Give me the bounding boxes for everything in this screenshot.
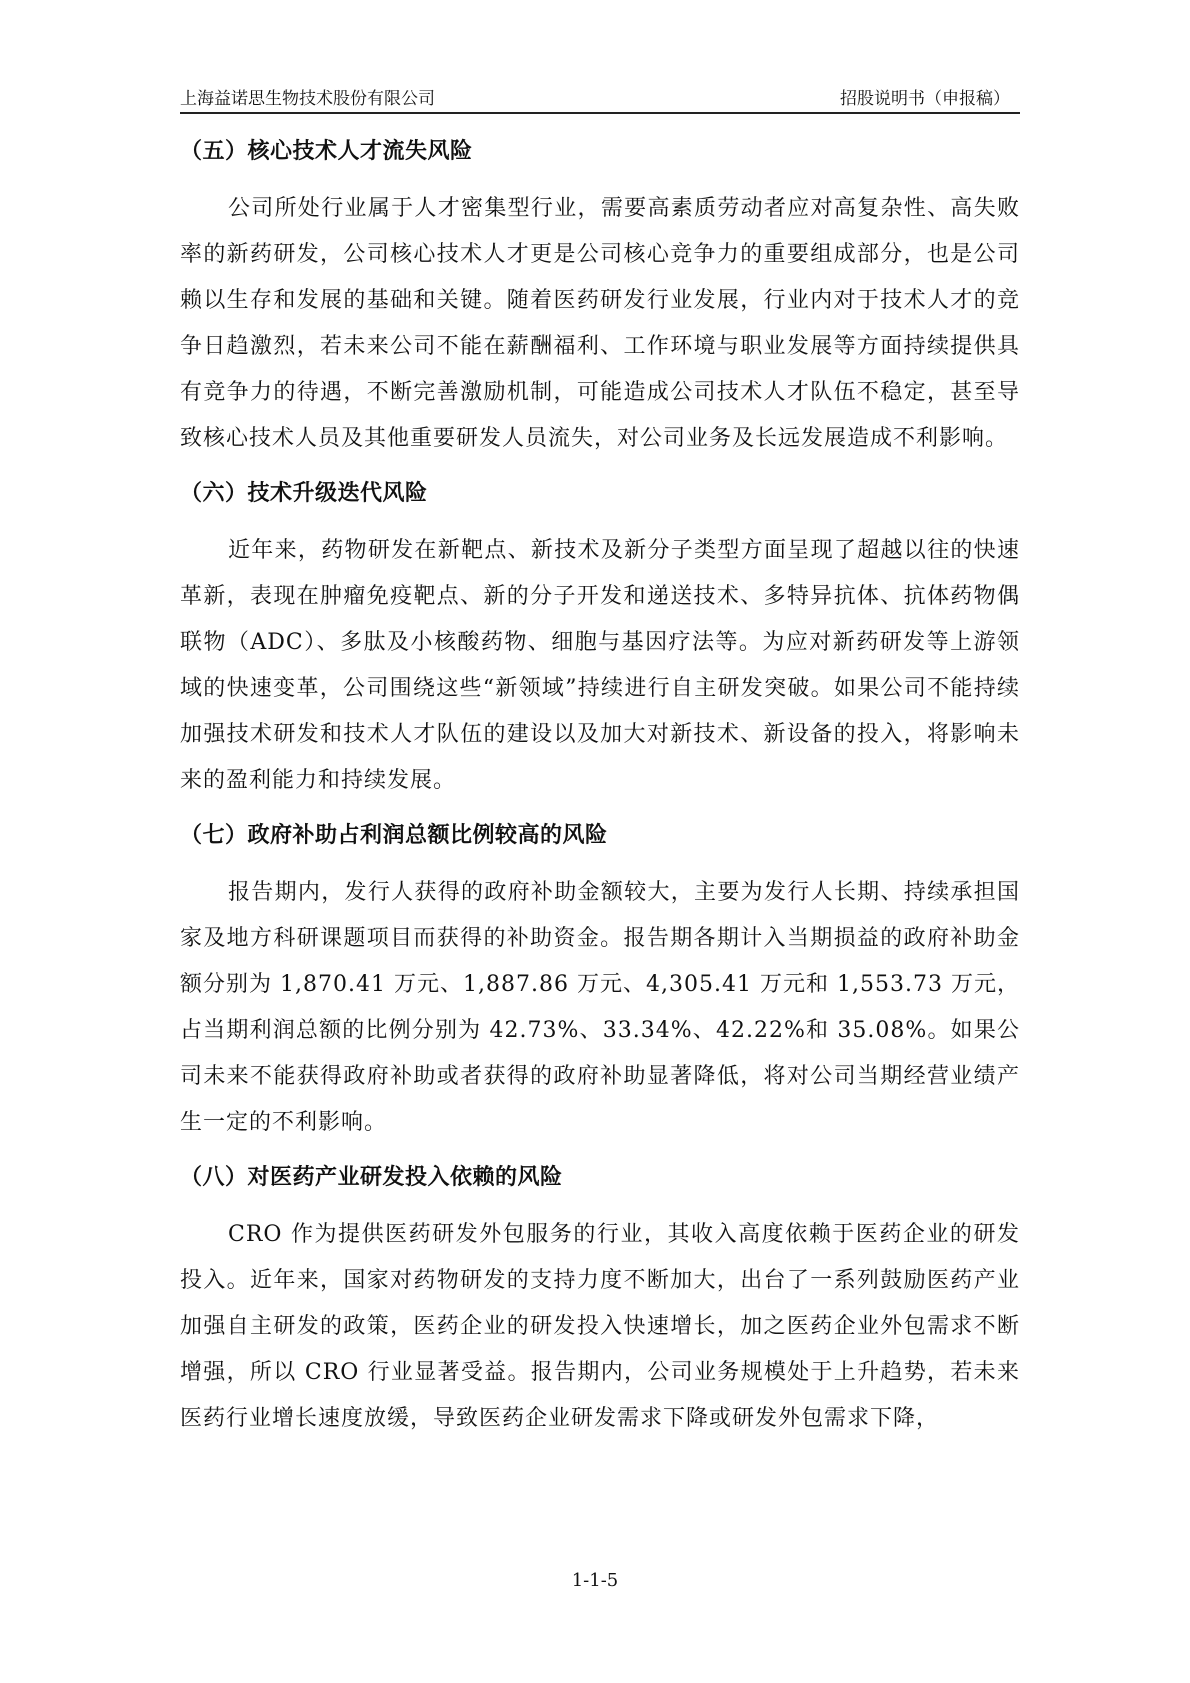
header-document-type: 招股说明书（申报稿） xyxy=(840,89,1010,109)
section-title-5: （五）核心技术人才流失风险 xyxy=(180,139,473,164)
page-number: 1-1-5 xyxy=(571,1570,619,1591)
document-body xyxy=(180,136,1020,1458)
section-title-6: （六）技术升级迭代风险 xyxy=(180,481,428,506)
section-title-8: （八）对医药产业研发投入依赖的风险 xyxy=(180,1165,563,1190)
page-header xyxy=(180,82,1020,114)
section-paragraph-6: 近年来，药物研发在新靶点、新技术及新分子类型方面呈现了超越以往的快速革新，表现在肿瘤免疫靶点、新的分子开发和递送技术、多特异抗体、抗体药物偶联物（ADC）、多肽及小核酸药物、细胞与基因疗法等。为应对新药研发等上游领域的快速变革，公司围绕这些“新领域”持续进行自主研发突破。如果公司不能持续加强技术研发和技术人才队伍的建设以及加大对新技术、新设备的投入，将影响未来的盈利能力和持续发展。 xyxy=(180,538,1020,793)
header-company-name: 上海益诺思生物技术股份有限公司 xyxy=(180,89,435,109)
section-paragraph-8: CRO 作为提供医药研发外包服务的行业，其收入高度依赖于医药企业的研发投入。近年来，国家对药物研发的支持力度不断加大，出台了一系列鼓励医药产业加强自主研发的政策，医药企业的研发投入快速增长，加之医药企业外包需求不断增强，所以 CRO 行业显著受益。报告期内，公司业务规模处于上升趋势，若未来医药行业增长速度放缓，导致医药企业研发需求下降或研发外包需求下降， xyxy=(180,1222,1020,1431)
section-paragraph-5: 公司所处行业属于人才密集型行业，需要高素质劳动者应对高复杂性、高失败率的新药研发，公司核心技术人才更是公司核心竞争力的重要组成部分，也是公司赖以生存和发展的基础和关键。随着医药研发行业发展，行业内对于技术人才的竞争日趋激烈，若未来公司不能在薪酬福利、工作环境与职业发展等方面持续提供具有竞争力的待遇，不断完善激励机制，可能造成公司技术人才队伍不稳定，甚至导致核心技术人员及其他重要研发人员流失，对公司业务及长远发展造成不利影响。 xyxy=(180,196,1020,451)
section-title-7: （七）政府补助占利润总额比例较高的风险 xyxy=(180,823,608,848)
section-paragraph-7: 报告期内，发行人获得的政府补助金额较大，主要为发行人长期、持续承担国家及地方科研课题项目而获得的补助资金。报告期各期计入当期损益的政府补助金额分别为 1,870.41 万元、1,887.86 万元、4,305.41 万元和 1,553.73 万元，占当期利润总额的比例分别为 42.73%、33.34%、42.22%和 35.08%。如果公司未来不能获得政府补助或者获得的政府补助显著降低，将对公司当期经营业绩产生一定的不利影响。 xyxy=(180,880,1020,1135)
